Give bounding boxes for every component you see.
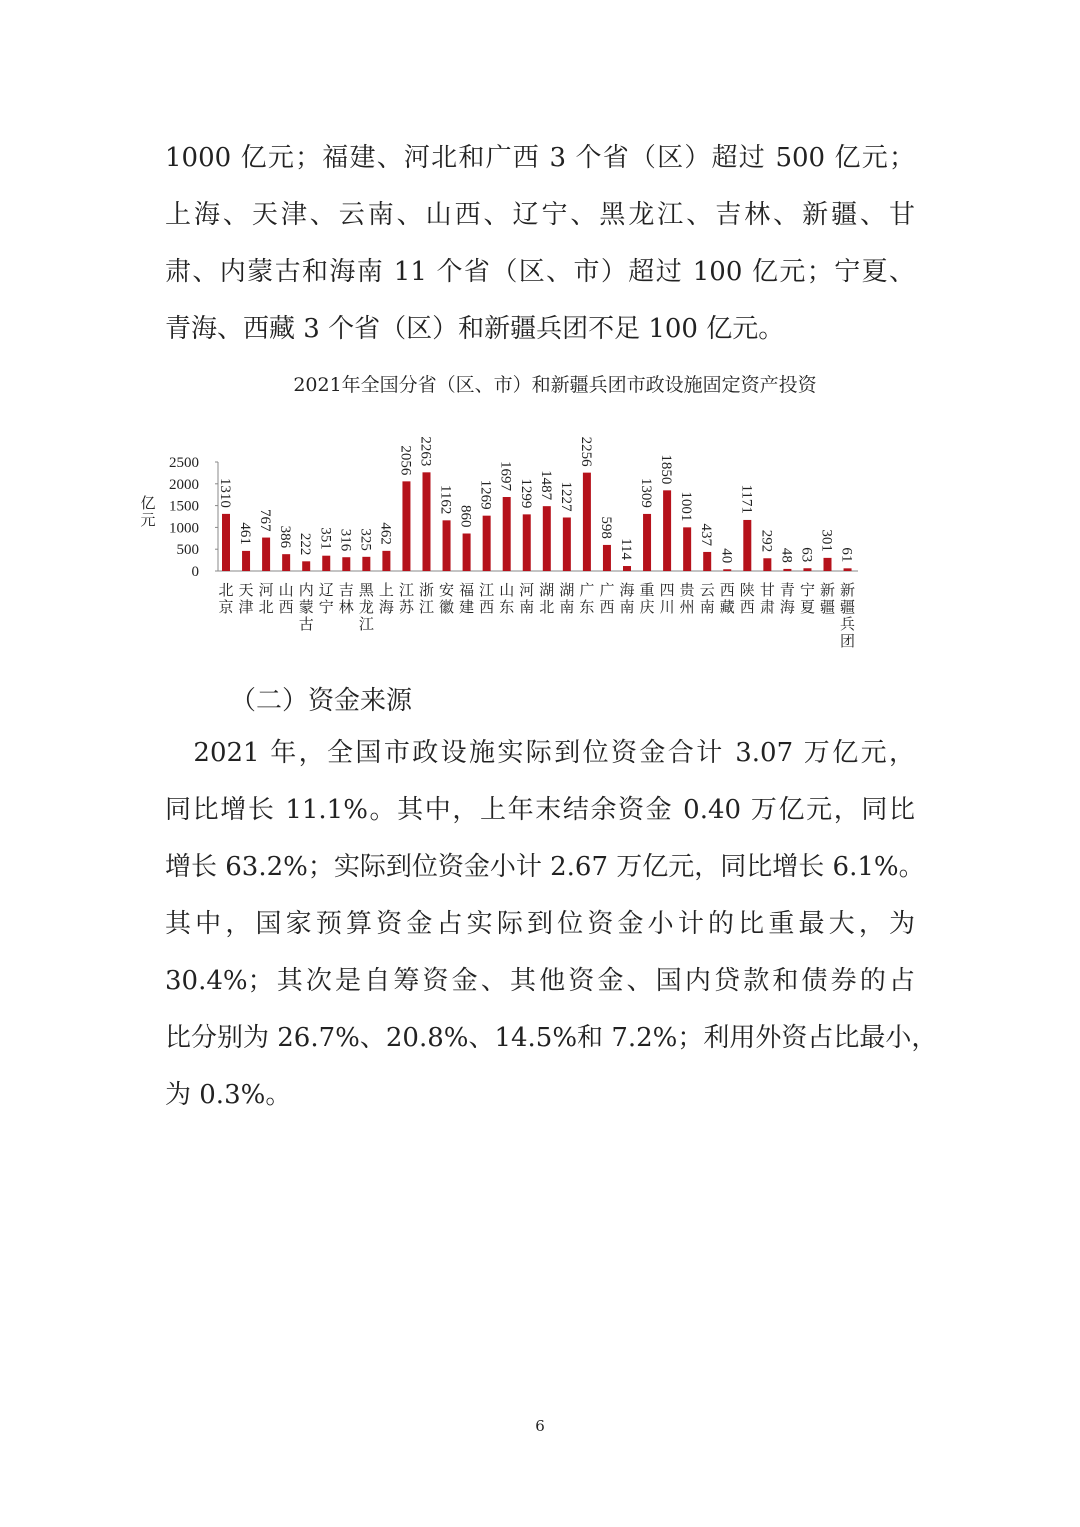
bar <box>382 551 390 571</box>
category-label: 山西 <box>278 583 294 616</box>
category-label: 广西 <box>599 583 615 616</box>
category-label: 福建 <box>459 583 475 616</box>
y-tick-label: 1000 <box>169 520 199 537</box>
bar <box>362 557 370 571</box>
data-label: 2256 <box>577 436 594 467</box>
data-label: 48 <box>778 547 795 563</box>
data-label: 325 <box>357 528 374 551</box>
bar <box>423 472 431 571</box>
category-label: 四川 <box>659 583 675 616</box>
category-label: 甘肃 <box>759 583 775 616</box>
bar <box>322 556 330 571</box>
text-line: 增长 63.2%；实际到位资金小计 2.67 万亿元，同比增长 6.1%。 <box>165 852 925 882</box>
category-label: 新疆兵团 <box>840 583 856 650</box>
category-label: 北京 <box>218 583 234 616</box>
data-label: 1171 <box>738 484 755 514</box>
y-tick-label: 2000 <box>169 476 199 493</box>
data-label: 767 <box>257 509 274 532</box>
data-label: 1850 <box>658 454 675 485</box>
category-label: 新疆 <box>819 583 836 616</box>
bar <box>543 506 551 571</box>
bar <box>402 481 410 571</box>
category-label: 上海 <box>378 583 394 616</box>
bar <box>844 568 852 571</box>
data-label: 1487 <box>537 470 554 501</box>
category-label: 湖南 <box>559 583 575 616</box>
data-label: 461 <box>237 522 254 545</box>
bar <box>463 534 471 571</box>
data-label: 598 <box>597 516 614 539</box>
category-label: 河北 <box>258 583 274 616</box>
category-label: 天津 <box>238 583 254 616</box>
bar <box>824 558 832 571</box>
text-line: 其中，国家预算资金占实际到位资金小计的比重最大，为 <box>165 909 915 939</box>
bar <box>483 516 491 571</box>
data-label: 222 <box>297 532 314 556</box>
data-label: 63 <box>798 547 815 563</box>
text-line: 2021 年，全国市政设施实际到位资金合计 3.07 万亿元， <box>165 738 915 768</box>
bar <box>583 473 591 571</box>
bar <box>703 552 711 571</box>
bar <box>803 568 811 571</box>
data-label: 316 <box>337 528 354 552</box>
bar <box>282 554 290 571</box>
category-label: 青海 <box>779 583 795 616</box>
text-line: 1000 亿元；福建、河北和广西 3 个省（区）超过 500 亿元； <box>165 143 915 173</box>
category-label: 江西 <box>479 583 495 616</box>
text-line: 比分别为 26.7%、20.8%、14.5%和 7.2%；利用外资占比最小， <box>165 1023 938 1053</box>
category-label: 江苏 <box>398 583 414 616</box>
data-label: 462 <box>377 522 394 545</box>
bar <box>723 569 731 571</box>
bar <box>443 520 451 571</box>
data-label: 40 <box>718 548 735 564</box>
category-label: 安徽 <box>439 583 455 616</box>
data-label: 1001 <box>678 491 695 522</box>
category-label: 辽宁 <box>318 583 334 616</box>
text-line: 同比增长 11.1%。其中，上年末结余资金 0.40 万亿元，同比 <box>165 795 915 825</box>
bar <box>743 520 751 571</box>
bar <box>683 527 691 571</box>
data-label: 1309 <box>638 477 655 508</box>
data-label: 860 <box>457 505 474 528</box>
category-label: 陕西 <box>739 583 755 616</box>
bar <box>623 566 631 571</box>
bar <box>783 569 791 571</box>
bar <box>302 561 310 571</box>
text-line: 为 0.3%。 <box>165 1080 292 1110</box>
chart-title: 2021年全国分省（区、市）和新疆兵团市政设施固定资产投资 <box>293 374 817 396</box>
data-label: 2056 <box>397 445 414 476</box>
bar <box>222 514 230 571</box>
bar <box>763 558 771 571</box>
data-label: 61 <box>838 547 855 563</box>
category-label: 浙江 <box>418 583 435 616</box>
data-label: 1299 <box>517 478 534 509</box>
bar <box>523 514 531 571</box>
category-label: 云南 <box>699 583 715 616</box>
category-label: 山东 <box>499 583 515 616</box>
y-tick-label: 0 <box>191 564 199 580</box>
category-label: 吉林 <box>338 583 354 616</box>
data-label: 1162 <box>437 484 454 515</box>
bar <box>663 490 671 571</box>
data-label: 351 <box>317 527 334 550</box>
data-label: 1697 <box>497 461 514 492</box>
y-axis-label: 亿元 <box>140 496 156 529</box>
data-label: 437 <box>698 523 715 546</box>
text-line: 肃、内蒙古和海南 11 个省（区、市）超过 100 亿元；宁夏、 <box>165 257 915 287</box>
data-label: 386 <box>277 525 294 549</box>
category-label: 黑龙江 <box>358 583 374 633</box>
data-label: 114 <box>618 538 634 561</box>
bar <box>643 514 651 571</box>
text-line: 上海、天津、云南、山西、辽宁、黑龙江、吉林、新疆、甘 <box>165 200 915 230</box>
data-label: 1310 <box>217 477 233 508</box>
y-tick-label: 2500 <box>169 455 199 471</box>
bar <box>503 497 511 571</box>
category-label: 海南 <box>619 583 635 616</box>
bar <box>563 518 571 571</box>
data-label: 1269 <box>477 479 494 510</box>
category-label: 贵州 <box>679 583 695 616</box>
page-number: 6 <box>535 1417 545 1435</box>
category-label: 重庆 <box>639 583 655 616</box>
y-tick-label: 1500 <box>169 498 199 515</box>
category-label: 西藏 <box>719 583 735 616</box>
category-label: 宁夏 <box>799 583 815 616</box>
category-label: 广东 <box>579 583 595 616</box>
category-label: 湖北 <box>539 583 555 616</box>
data-label: 292 <box>758 529 775 553</box>
data-label: 2263 <box>417 436 434 467</box>
bar <box>342 557 350 571</box>
text-line: 30.4%；其次是自筹资金、其他资金、国内贷款和债券的占 <box>165 966 915 996</box>
data-label: 301 <box>818 529 835 552</box>
text-line: 青海、西藏 3 个省（区）和新疆兵团不足 100 亿元。 <box>165 314 785 344</box>
bar <box>262 538 270 571</box>
bar <box>242 551 250 571</box>
category-label: 河南 <box>519 583 535 616</box>
section-heading: （二）资金来源 <box>230 686 413 716</box>
category-label: 内蒙古 <box>298 583 314 633</box>
data-label: 1227 <box>557 481 574 512</box>
y-tick-label: 500 <box>176 542 199 559</box>
bar <box>603 545 611 571</box>
